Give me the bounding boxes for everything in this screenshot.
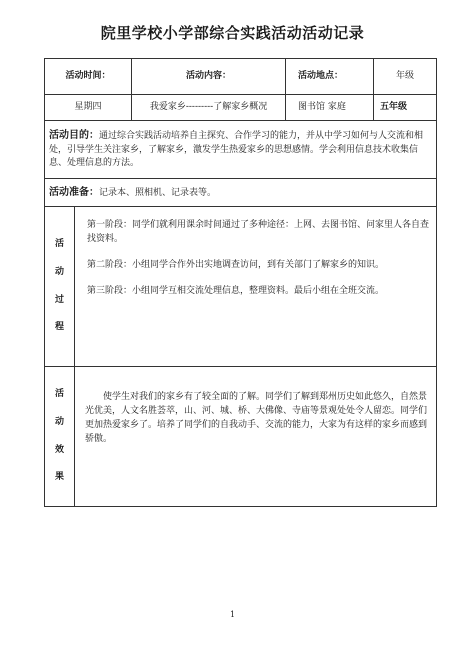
effect-label-char: 果 bbox=[54, 472, 64, 483]
activity-record-table bbox=[44, 58, 437, 507]
preparation-label: 活动准备： bbox=[49, 186, 99, 198]
preparation-text: 记录本、照相机、记录表等。 bbox=[99, 187, 217, 198]
effect-label-char: 动 bbox=[54, 416, 64, 427]
content-header: 活动内容： bbox=[132, 59, 286, 95]
process-stage-2: 第二阶段：小组同学合作外出实地调查访问，到有关部门了解家乡的知识。 bbox=[87, 259, 385, 270]
preparation-row bbox=[45, 179, 437, 207]
page-title: 院里学校小学部综合实践活动活动记录 bbox=[100, 24, 365, 42]
effect-label-char: 活 bbox=[54, 388, 64, 399]
process-label-char: 过 bbox=[54, 294, 64, 305]
effect-text: 使学生对我们的家乡有了较全面的了解。同学们了解到郑州历史如此悠久，自然景光优美，人文名胜荟萃，山、河、城、桥、大佛像、寺庙等景观处处令人留恋。同学们更加热爱家乡了。培养了同学们的自我动手、交流的能力，大家为有这样的家乡而感到骄傲。 bbox=[85, 392, 428, 444]
values-row bbox=[45, 95, 437, 121]
process-stage-1: 第一阶段：同学们就利用课余时间通过了多种途径：上网、去图书馆、问家里人各自查找资料。 bbox=[87, 220, 430, 244]
process-label-char: 活 bbox=[54, 238, 64, 249]
grade-header: 年级 bbox=[374, 59, 437, 95]
location-header: 活动地点： bbox=[286, 59, 374, 95]
time-header: 活动时间： bbox=[45, 59, 132, 95]
time-value: 星期四 bbox=[45, 95, 132, 121]
grade-value: 五年级 bbox=[374, 95, 437, 121]
effect-row bbox=[45, 367, 437, 507]
page-number: 1 bbox=[229, 610, 236, 619]
process-label-char: 程 bbox=[54, 322, 64, 333]
header-row bbox=[45, 59, 437, 95]
effect-label bbox=[45, 367, 75, 507]
process-content bbox=[75, 207, 437, 367]
location-value: 图书馆 家庭 bbox=[286, 95, 374, 121]
purpose-text: 通过综合实践活动培养自主探究、合作学习的能力，并从中学习如何与人交流和相处，引导学生关注家乡，了解家乡，激发学生热爱家乡的思想感情。学会利用信息技术收集信息、处理信息的方法。 bbox=[49, 130, 424, 169]
purpose-label: 活动目的： bbox=[49, 129, 99, 141]
process-row bbox=[45, 207, 437, 367]
effect-content bbox=[75, 367, 437, 507]
purpose-row bbox=[45, 121, 437, 179]
content-value: 我爱家乡---------了解家乡概况 bbox=[132, 95, 286, 121]
preparation-cell bbox=[45, 179, 437, 207]
purpose-cell bbox=[45, 121, 437, 179]
process-stage-3: 第三阶段：小组同学互相交流处理信息，整理资料。最后小组在全班交流。 bbox=[87, 285, 385, 296]
process-label bbox=[45, 207, 75, 367]
effect-label-char: 效 bbox=[54, 444, 64, 455]
process-label-char: 动 bbox=[54, 266, 64, 277]
